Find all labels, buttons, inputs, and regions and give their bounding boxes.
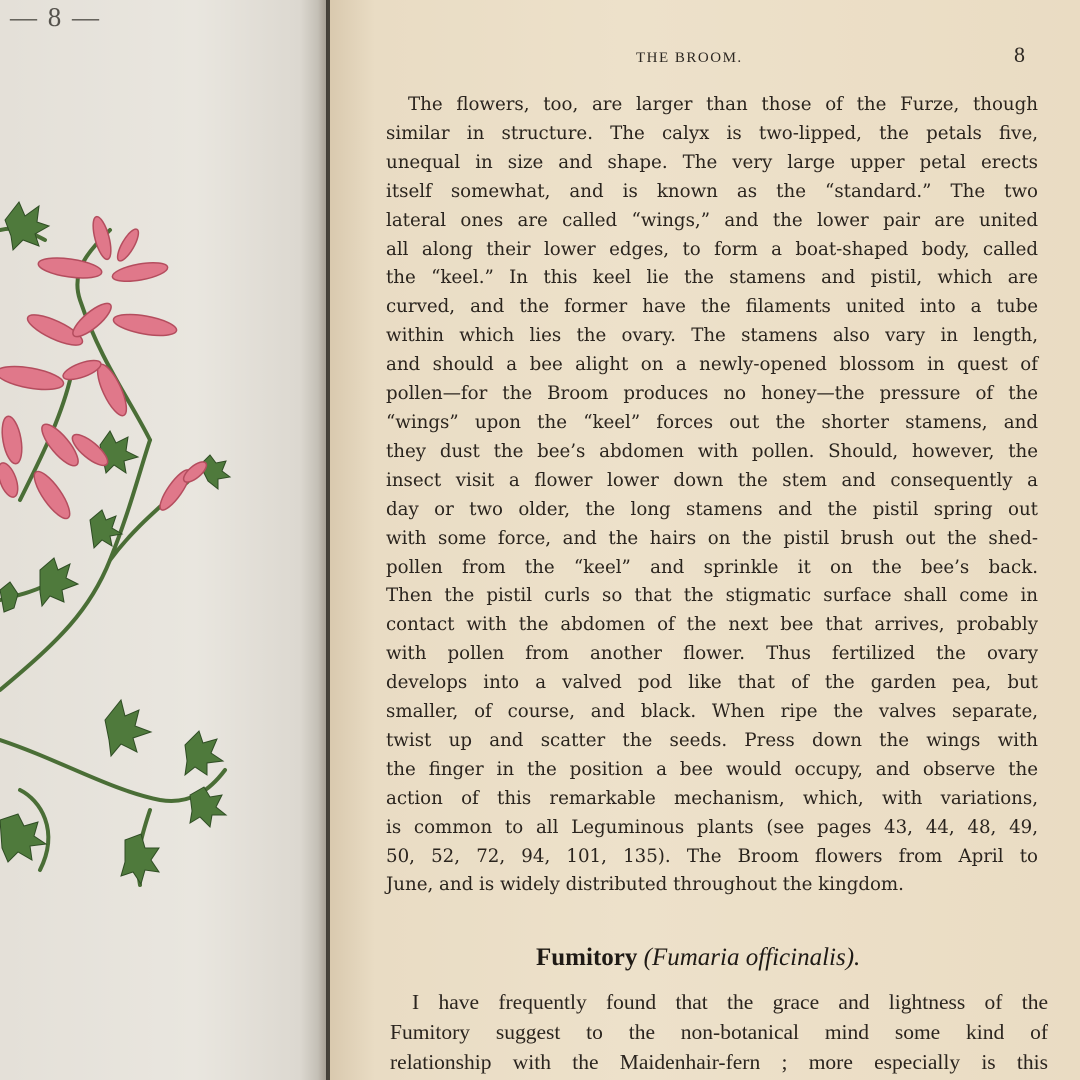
text-line: Then the pistil curls so that the stigmatic surface shall come in — [386, 585, 1038, 607]
text-line: within which lies the ovary. The stamens also vary in length, — [386, 325, 1038, 347]
text-line: Fumitory suggest to the non-botanical mind some kind of — [390, 1020, 1048, 1044]
text-line: “wings” upon the “keel” forces out the shorter stamens, and — [386, 411, 1038, 433]
heading-common-name: Fumitory — [536, 944, 638, 971]
text-line: they dust the bee’s abdomen with pollen. Should, however, the — [386, 440, 1038, 462]
text-line: pollen from the “keel” and sprinkle it on the bee’s back. — [386, 556, 1038, 578]
paragraph-fumitory — [390, 987, 1048, 1077]
text-line: and should a bee alight on a newly-opened blossom in quest of — [386, 354, 1038, 376]
text-line: itself somewhat, and is known as the “standard.” The two — [386, 180, 1038, 202]
text-line: twist up and scatter the seeds. Press down the wings with — [386, 729, 1038, 751]
text-line: lateral ones are called “wings,” and the lower pair are united — [386, 209, 1038, 231]
text-line: unequal in size and shape. The very large upper petal erects — [386, 151, 1038, 173]
text-line: The flowers, too, are larger than those of the Furze, though — [408, 94, 1038, 115]
text-line: with some force, and the hairs on the pistil brush out the shed- — [386, 527, 1038, 549]
text-line: develops into a valved pod like that of the garden pea, but — [386, 672, 1038, 694]
page-number: 8 — [1014, 42, 1025, 67]
fumitory-illustration — [0, 0, 326, 1080]
right-page-text — [330, 0, 1080, 1080]
text-line: is common to all Leguminous plants (see pages 43, 44, 48, 49, — [386, 816, 1038, 838]
text-line: with pollen from another flower. Thus fertilized the ovary — [386, 643, 1038, 665]
text-line: relationship with the Maidenhair-fern ; more especially is this — [390, 1050, 1048, 1074]
text-line: similar in structure. The calyx is two-lipped, the petals five, — [386, 122, 1038, 144]
text-line: 50, 52, 72, 94, 101, 135). The Broom flowers from April to — [386, 845, 1038, 867]
left-page-plate — [0, 0, 326, 1080]
text-line: contact with the abdomen of the next bee that arrives, probably — [386, 614, 1038, 636]
running-head: THE BROOM. — [636, 50, 743, 66]
section-heading-fumitory — [536, 944, 860, 972]
paragraph-broom — [386, 91, 1038, 900]
text-line: smaller, of course, and black. When ripe the valves separate, — [386, 701, 1038, 723]
text-line: curved, and the former have the filaments united into a tube — [386, 296, 1038, 318]
text-line: action of this remarkable mechanism, which, with variations, — [386, 787, 1038, 809]
text-line: I have frequently found that the grace and lightness of the — [412, 990, 1048, 1014]
text-line: the finger in the position a bee would occupy, and observe the — [386, 758, 1038, 780]
plate-number: — 8 — — [10, 2, 101, 32]
text-line: pollen—for the Broom produces no honey—the pressure of the — [386, 383, 1038, 405]
text-line: June, and is widely distributed throughout the kingdom. — [386, 874, 904, 896]
text-line: all along their lower edges, to form a boat-shaped body, called — [386, 238, 1038, 260]
text-line: the “keel.” In this keel lie the stamens and pistil, which are — [386, 267, 1038, 289]
heading-latin-name: (Fumaria officinalis). — [643, 944, 861, 971]
text-line: insect visit a flower lower down the stem and consequently a — [386, 469, 1038, 491]
text-line: day or two older, the long stamens and the pistil spring out — [386, 498, 1038, 520]
